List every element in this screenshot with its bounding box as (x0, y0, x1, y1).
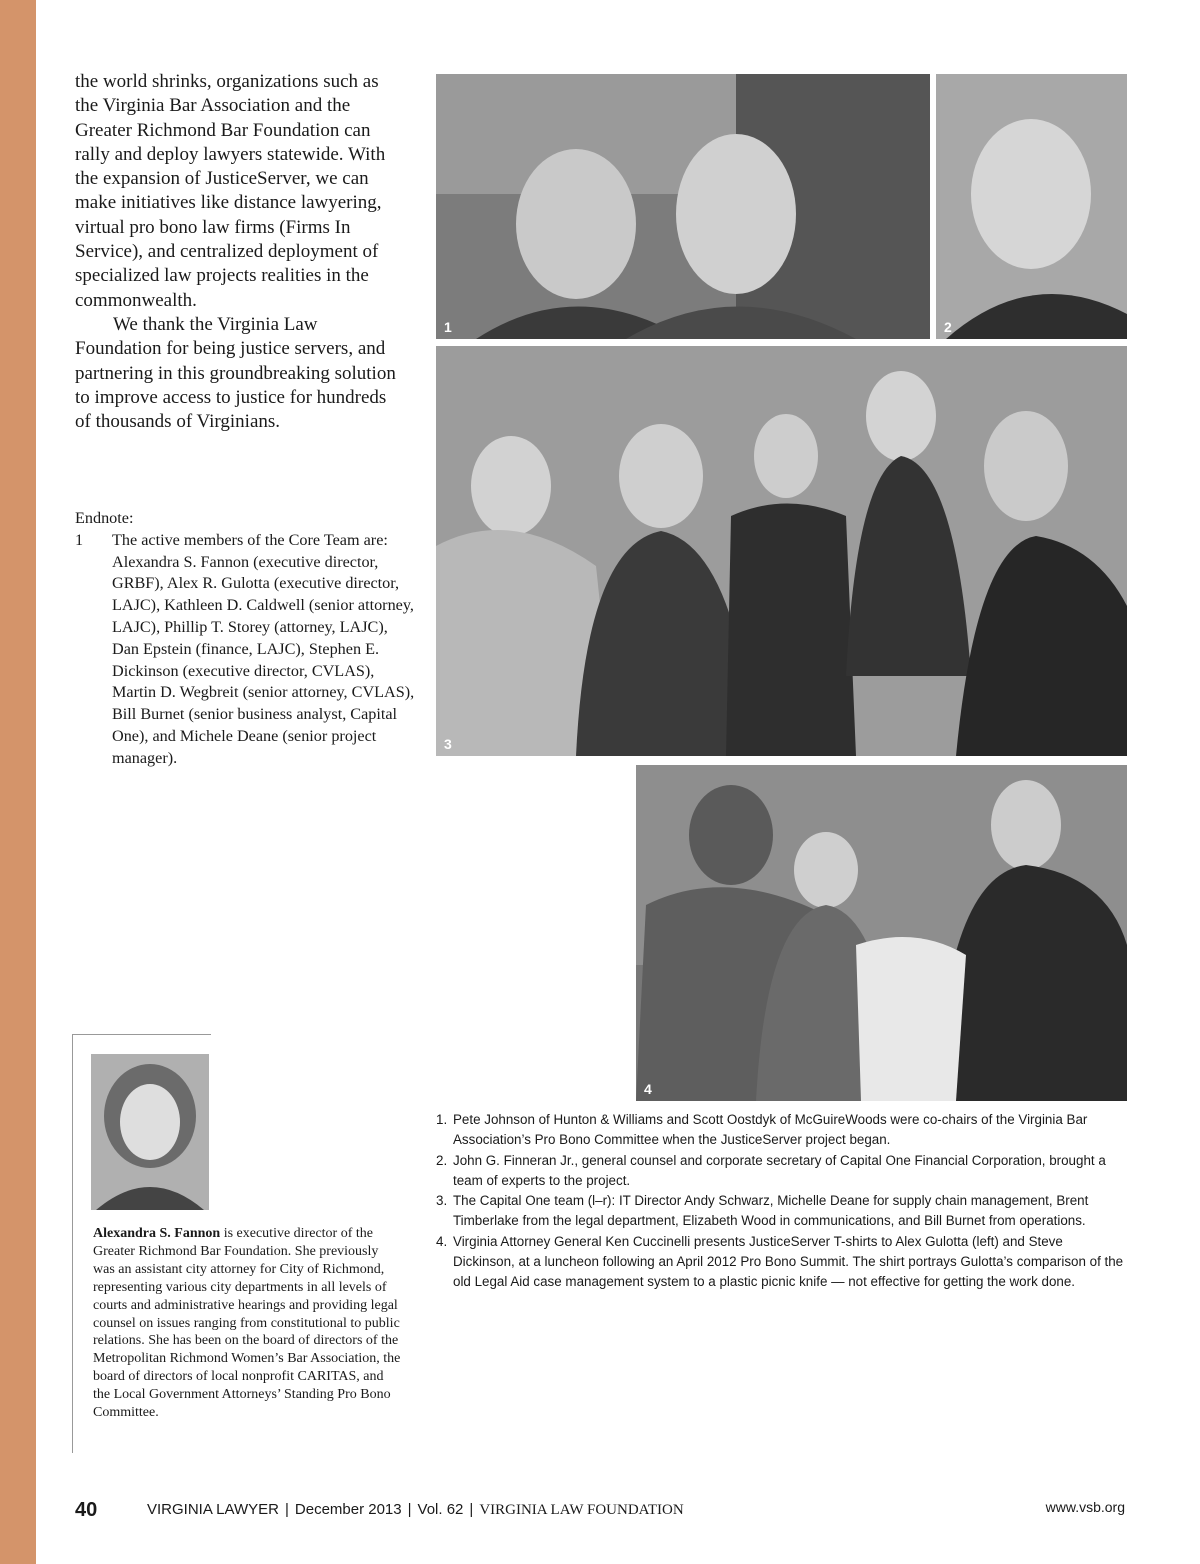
photo-captions (436, 1110, 1126, 1293)
caption-number: 2. (436, 1152, 448, 1168)
endnote (75, 508, 415, 770)
endnote-heading: Endnote: (75, 509, 134, 527)
caption-text: The Capital One team (l–r): IT Director Andy Schwarz, Michelle Deane for supply chain management, Brent Timberlake from the legal department, Elizabeth Wood in communications, and Bill Burnet from operations. (453, 1193, 1089, 1229)
website-url: www.vsb.org (1045, 1499, 1125, 1515)
caption-number: 3. (436, 1193, 448, 1209)
article-body (75, 70, 405, 434)
photo-1 (436, 74, 930, 339)
separator: | (407, 1501, 412, 1518)
page-footer (75, 1499, 1125, 1529)
photo-3-image (436, 346, 1127, 756)
caption-item (436, 1110, 1126, 1151)
author-headshot (91, 1054, 209, 1210)
caption-text: Virginia Attorney General Ken Cuccinelli presents JusticeServer T-shirts to Alex Gulotta (left) and Steve Dickinson, at a luncheon following an April 2012 Pro Bono Summit. The shirt portrays Gulotta’s comparison of the old Legal Aid case management system to a plastic picnic knife — not effective for getting the work done. (453, 1233, 1124, 1290)
caption-number: 1. (436, 1112, 448, 1127)
page-number: 40 (75, 1499, 98, 1521)
photo-4 (636, 765, 1127, 1101)
magazine-name: VIRGINIA LAWYER (147, 1501, 279, 1518)
caption-number: 4. (436, 1233, 448, 1249)
issue-date: December 2013 (294, 1501, 402, 1518)
side-color-bar (0, 0, 36, 1564)
endnote-text: The active members of the Core Team are: Alexandra S. Fannon (executive director, GRBF), Alex R. Gulotta (executive director, LAJC), Kathleen D. Caldwell (senior attorney, LAJC), Phillip T. Storey (attorney, LAJC), Dan Epstein (finance, LAJC), Stephen E. Dickinson (executive director, CVLAS), Martin D. Wegbreit (senior attorney, CVLAS), Bill Burnet (senior business analyst, Capital One), and Michele Deane (senior project manager). (112, 530, 415, 767)
caption-item (436, 1232, 1126, 1293)
photo-3 (436, 346, 1127, 756)
body-paragraph: the world shrinks, organizations such as the Virginia Bar Association and the Greater Richmond Bar Foundation can rally and deploy lawyers statewide. With the expansion of JusticeServer, we can make initiatives like distance lawyering, virtual pro bono law firms (Firms In Service), and centralized deployment of specialized law projects realities in the commonwealth. (75, 71, 386, 311)
caption-item (436, 1191, 1126, 1232)
separator: | (469, 1501, 474, 1518)
endnote-item (75, 530, 415, 770)
caption-text: Pete Johnson of Hunton & Williams and Scott Oostdyk of McGuireWoods were co-chairs of the Virginia Bar Association’s Pro Bono Committee when the JusticeServer project began. (453, 1112, 1088, 1148)
photo-4-image (636, 765, 1127, 1101)
caption-text: John G. Finneran Jr., general counsel and corporate secretary of Capital One Financial Corporation, brought a team of experts to the project. (453, 1152, 1106, 1188)
author-bio-text: is executive director of the Greater Richmond Bar Foundation. She previously was an assistant city attorney for City of Richmond, representing various city departments in all levels of courts and administrative hearings and providing legal counsel on issues ranging from constitutional to public relations. She has been on the board of directors of the Metropolitan Richmond Women’s Bar Association, the board of directors of local nonprofit CARITAS, and the Local Government Attorneys’ Standing Pro Bono Committee. (93, 1226, 401, 1421)
photo-2 (936, 74, 1127, 339)
section-name: VIRGINIA LAW FOUNDATION (479, 1502, 684, 1518)
photo-1-image (436, 74, 930, 339)
author-bio (93, 1225, 403, 1422)
photo-2-image (936, 74, 1127, 339)
photo-number: 3 (444, 736, 452, 752)
photo-number: 1 (444, 319, 452, 335)
body-paragraph: We thank the Virginia Law Foundation for being justice servers, and partnering in this groundbreaking solution to improve access to justice for hundreds of thousands of Virginians. (75, 313, 396, 433)
author-headshot-image (91, 1054, 209, 1210)
separator: | (284, 1501, 289, 1518)
photo-number: 4 (644, 1081, 652, 1097)
volume: Vol. 62 (417, 1501, 464, 1518)
caption-item (436, 1151, 1126, 1192)
photo-number: 2 (944, 319, 952, 335)
endnote-number: 1 (75, 530, 84, 549)
publication-line (147, 1501, 684, 1519)
author-name: Alexandra S. Fannon (93, 1226, 221, 1241)
